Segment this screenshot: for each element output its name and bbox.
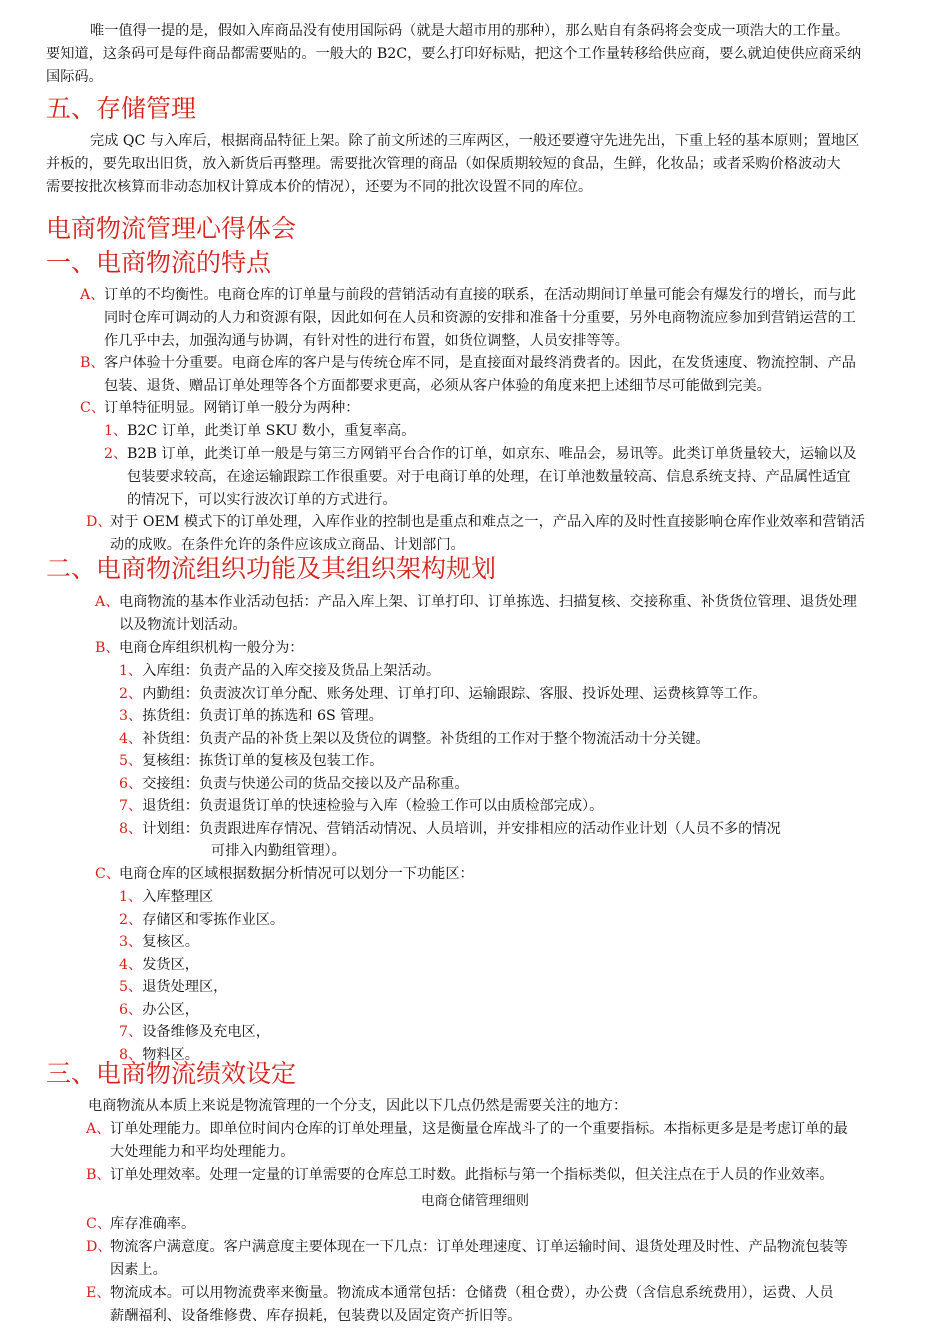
features-c-sub-2-label: 2、: [104, 446, 128, 462]
features-a-line-3: 作几乎中去，加强沟通与协调，有针对性的进行布置，如货位调整，人员安排等等。: [104, 333, 629, 349]
org-zone-number: 5、: [119, 979, 143, 995]
org-zone-number: 6、: [119, 1001, 143, 1018]
org-a-line-2: 以及物流计划活动。: [119, 617, 247, 633]
org-group-text: 交接组：负责与快递公司的货品交接以及产品称重。: [142, 775, 469, 792]
org-group-text: 计划组：负责跟进库存情况、营销活动情况、人员培训，并安排相应的活动作业计划（人员不多的情况: [142, 820, 781, 837]
section-features-heading: 一、电商物流的特点: [46, 248, 272, 277]
org-zone-item: [119, 1021, 270, 1044]
org-group-number: 8、: [119, 820, 143, 837]
org-zone-text: 办公区，: [142, 1001, 199, 1018]
org-group-text: 复核组：拣货订单的复核及包装工作。: [142, 753, 384, 769]
org-zone-item: [119, 976, 227, 999]
performance-b-line-1: 订单处理效率。处理一定量的订单需要的仓库总工时数。此指标与第一个指标类似，但关注点在于人员的作业效率。: [110, 1167, 834, 1183]
features-c-sub-1-label: 1、: [104, 423, 128, 439]
page-footer-title: 电商仓储管理细则: [421, 1193, 529, 1209]
org-label-b: B、: [95, 640, 120, 656]
features-c-sub-2-line-2: 包装要求较高，在途运输跟踪工作很重要。对于电商订单的处理，在订单池数量较高、信息系统支持、产品属性适宜: [127, 469, 851, 485]
org-group-text: 入库组：负责产品的入库交接及货品上架活动。: [142, 663, 441, 679]
performance-e-line-2: 薪酬福利、设备维修费、库存损耗，包装费以及固定资产折旧等。: [110, 1308, 522, 1324]
org-group-item: [119, 773, 469, 796]
features-label-a: A、: [80, 287, 105, 303]
org-zone-text: 退货处理区，: [142, 979, 228, 995]
performance-intro: 电商物流从本质上来说是物流管理的一个分支，因此以下几点仍然是需要关注的地方：: [88, 1098, 628, 1114]
features-d-line-2: 动的成败。在条件允许的条件应该成立商品、计划部门。: [110, 537, 465, 553]
org-group-item: [119, 705, 383, 728]
org-group-item: [119, 683, 766, 706]
org-group-text: 补货组：负责产品的补货上架以及货位的调整。补货组的工作对于整个物流活动十分关键。: [142, 730, 710, 747]
org-a-line-1: 电商物流的基本作业活动包括：产品入库上架、订单打印、订单拣选、扫描复核、交接称重、补货货位管理、退货处理: [119, 594, 857, 610]
org-zone-number: 2、: [119, 911, 143, 928]
org-group-text: 退货组：负责退货订单的快速检验与入库（检验工作可以由质检部完成）。: [142, 798, 604, 814]
org-group-number: 7、: [119, 798, 143, 814]
intro-line-2: 要知道，这条码可是每件商品都需要贴的。一般大的 B2C，要么打印好标贴，把这个工作量转移给供应商，要么就迫使供应商采纳: [46, 46, 862, 62]
intro-line-1: 唯一值得一提的是，假如入库商品没有使用国际码（就是大超市用的那种），那么贴自有条码将会变成一项浩大的工作量。: [90, 23, 850, 39]
features-c-sub-2-line-3: 的情况下，可以实行波次订单的方式进行。: [127, 492, 397, 508]
org-group-number: 3、: [119, 708, 143, 724]
features-a-line-1: 订单的不均衡性。电商仓库的订单量与前段的营销活动有直接的联系，在活动期间订单量可能会有爆发行的增长，而与此: [104, 287, 856, 303]
org-zone-item: [119, 909, 284, 932]
org-zone-text: 发货区，: [142, 956, 199, 973]
org-group-number: 5、: [119, 753, 143, 769]
org-group-text: 内勤组：负责波次订单分配、账务处理、订单打印、运输跟踪、客服、投诉处理、运费核算等工作。: [142, 685, 767, 702]
section-performance-heading: 三、电商物流绩效设定: [46, 1059, 297, 1088]
org-zone-number: 3、: [119, 934, 143, 950]
org-group-number: 2、: [119, 685, 143, 702]
org-zone-number: 8、: [119, 1046, 143, 1063]
performance-label-d: D、: [86, 1239, 112, 1255]
org-zone-number: 1、: [119, 889, 143, 905]
performance-d-line-2: 因素上。: [110, 1262, 167, 1278]
org-group-item: [119, 795, 603, 818]
storage-line-1: 完成 QC 与入库后，根据商品特征上架。除了前文所述的三库两区，一般还要遵守先进先出，下重上轻的基本原则；置地区: [90, 133, 860, 149]
org-zone-item: [119, 954, 199, 977]
org-group-8-continuation: 可排入内勤组管理）。: [211, 843, 346, 859]
performance-d-line-1: 物流客户满意度。客户满意度主要体现在一下几点：订单处理速度、订单运输时间、退货处理及时性、产品物流包装等: [110, 1239, 848, 1255]
performance-a-line-1: 订单处理能力。即单位时间内仓库的订单处理量，这是衡量仓库战斗了的一个重要指标。本指标更多是是考虑订单的最: [110, 1121, 848, 1137]
org-group-item: [119, 728, 710, 751]
intro-line-3: 国际码。: [46, 69, 103, 85]
features-c-line-1: 订单特征明显。网销订单一般分为两种：: [104, 400, 360, 416]
features-label-b: B、: [80, 355, 105, 371]
document-title: 电商物流管理心得体会: [46, 214, 297, 243]
org-b-line-1: 电商仓库组织机构一般分为：: [119, 640, 304, 656]
org-group-text: 拣货组：负责订单的拣选和 6S 管理。: [142, 708, 383, 724]
performance-label-c: C、: [86, 1216, 112, 1232]
features-a-line-2: 同时仓库可调动的人力和资源有限，因此如何在人员和资源的安排和准备十分重要，另外电商物流应参加到营销运营的工: [104, 310, 856, 326]
features-c-sub-1: B2C 订单，此类订单 SKU 数小，重复率高。: [127, 423, 416, 439]
org-zone-text: 入库整理区: [142, 889, 214, 905]
org-label-c: C、: [95, 866, 121, 882]
performance-label-a: A、: [86, 1121, 111, 1137]
performance-e-line-1: 物流成本。可以用物流费率来衡量。物流成本通常包括：仓储费（租仓费），办公费（含信息系统费用），运费、人员: [110, 1285, 834, 1301]
org-zone-number: 4、: [119, 956, 143, 973]
performance-c-line-1: 库存准确率。: [110, 1216, 196, 1232]
org-group-number: 6、: [119, 775, 143, 792]
org-group-item: [119, 660, 440, 683]
org-zone-text: 复核区。: [142, 934, 199, 950]
performance-label-b: B、: [86, 1167, 111, 1183]
section-storage-heading: 五、存储管理: [46, 94, 197, 123]
features-label-c: C、: [80, 400, 106, 416]
org-group-item: [119, 818, 781, 841]
performance-a-line-2: 大处理能力和平均处理能力。: [110, 1144, 295, 1160]
org-zone-item: [119, 999, 199, 1022]
section-organization-heading: 二、电商物流组织功能及其组织架构规划: [46, 554, 497, 583]
org-group-number: 1、: [119, 663, 143, 679]
features-c-sub-2-line-1: B2B 订单，此类订单一般是与第三方网销平台合作的订单，如京东、唯品会，易讯等。此类订单货量较大，运输以及: [127, 446, 857, 462]
storage-line-2: 并板的，要先取出旧货，放入新货后再整理。需要批次管理的商品（如保质期较短的食品，生鲜，化妆品；或者采购价格波动大: [46, 156, 841, 172]
org-c-line-1: 电商仓库的区域根据数据分析情况可以划分一下功能区：: [119, 866, 474, 882]
features-label-d: D、: [86, 514, 112, 530]
org-zone-item: [119, 886, 213, 909]
org-label-a: A、: [95, 594, 120, 610]
org-zone-text: 存储区和零拣作业区。: [142, 911, 285, 928]
features-b-line-2: 包装、退货、赠品订单处理等各个方面都要求更高，必须从客户体验的角度来把上述细节尽可能做到完美。: [104, 378, 771, 394]
org-zone-text: 设备维修及充电区，: [142, 1024, 270, 1040]
features-b-line-1: 客户体验十分重要。电商仓库的客户是与传统仓库不同，是直接面对最终消费者的。因此，在发货速度、物流控制、产品: [104, 355, 856, 371]
features-d-line-1: 对于 OEM 模式下的订单处理，入库作业的控制也是重点和难点之一，产品入库的及时性直接影响仓库作业效率和营销活: [110, 514, 865, 530]
org-group-item: [119, 750, 383, 773]
org-zone-item: [119, 931, 199, 954]
org-group-number: 4、: [119, 730, 143, 747]
storage-line-3: 需要按批次核算而非动态加权计算成本价的情况），还要为不同的批次设置不同的库位。: [46, 179, 593, 195]
performance-label-e: E、: [86, 1285, 111, 1301]
org-zone-text: 物料区。: [142, 1046, 199, 1063]
org-zone-number: 7、: [119, 1024, 143, 1040]
